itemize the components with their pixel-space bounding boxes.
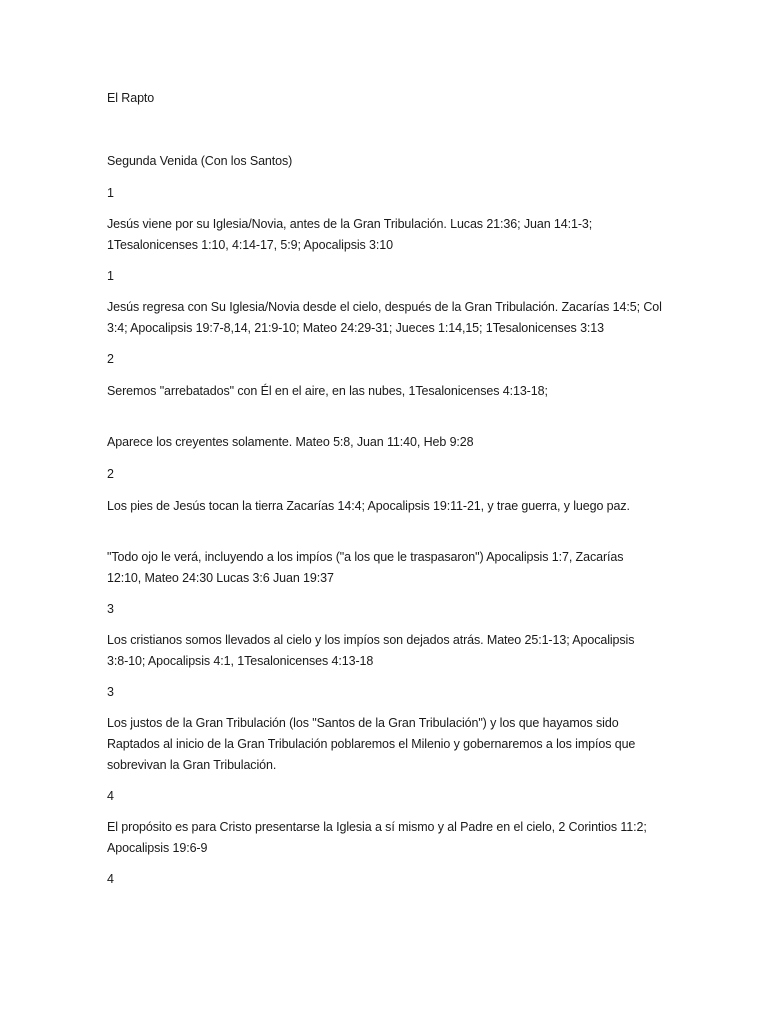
document-title: El Rapto [107, 91, 155, 105]
paragraph-line: Raptados al inicio de la Gran Tribulación poblaremos el Milenio y gobernaremos a los impíos que [107, 737, 636, 751]
item-number-2a: 2 [107, 352, 114, 366]
item-number-3a: 3 [107, 602, 114, 616]
paragraph-second-coming-1 [107, 297, 667, 339]
paragraph-rapture-2: Seremos "arrebatados" con Él en el aire, en las nubes, 1Tesalonicenses 4:13-18; [107, 384, 548, 398]
paragraph-second-coming-2: Los pies de Jesús tocan la tierra Zacarías 14:4; Apocalipsis 19:11-21, y trae guerra, y luego paz. [107, 499, 630, 513]
paragraph-line: Jesús viene por su Iglesia/Novia, antes de la Gran Tribulación. Lucas 21:36; Juan 14:1-3; [107, 217, 593, 231]
paragraph-line: sobrevivan la Gran Tribulación. [107, 758, 277, 772]
paragraph-line: Los cristianos somos llevados al cielo y los impíos son dejados atrás. Mateo 25:1-13; Apocalipsis [107, 633, 635, 647]
paragraph-line: El propósito es para Cristo presentarse la Iglesia a sí mismo y al Padre en el cielo, 2 Corintios 11:2; [107, 820, 647, 834]
paragraph-second-coming-3 [107, 713, 667, 776]
paragraph-line: 3:8-10; Apocalipsis 4:1, 1Tesalonicenses 4:13-18 [107, 654, 374, 668]
paragraph-line: Los justos de la Gran Tribulación (los "Santos de la Gran Tribulación") y los que hayamos sido [107, 716, 619, 730]
paragraph-line: 12:10, Mateo 24:30 Lucas 3:6 Juan 19:37 [107, 571, 334, 585]
paragraph-rapture-2b: Aparece los creyentes solamente. Mateo 5:8, Juan 11:40, Heb 9:28 [107, 435, 474, 449]
item-number-4a: 4 [107, 789, 114, 803]
paragraph-line: "Todo ojo le verá, incluyendo a los impíos ("a los que le traspasaron") Apocalipsis 1:7, Zacarías [107, 550, 624, 564]
paragraph-rapture-1 [107, 214, 667, 256]
paragraph-line: Apocalipsis 19:6-9 [107, 841, 208, 855]
paragraph-rapture-3 [107, 630, 667, 672]
document-subtitle: Segunda Venida (Con los Santos) [107, 154, 293, 168]
paragraph-second-coming-2b [107, 547, 667, 589]
item-number-1a: 1 [107, 186, 114, 200]
paragraph-line: 3:4; Apocalipsis 19:7-8,14, 21:9-10; Mateo 24:29-31; Jueces 1:14,15; 1Tesalonicenses 3:13 [107, 321, 604, 335]
item-number-4b: 4 [107, 872, 114, 886]
paragraph-line: Jesús regresa con Su Iglesia/Novia desde el cielo, después de la Gran Tribulación. Zacarías 14:5; Col [107, 300, 662, 314]
paragraph-line: 1Tesalonicenses 1:10, 4:14-17, 5:9; Apocalipsis 3:10 [107, 238, 393, 252]
item-number-3b: 3 [107, 685, 114, 699]
item-number-2b: 2 [107, 467, 114, 481]
paragraph-rapture-4 [107, 817, 667, 859]
item-number-1b: 1 [107, 269, 114, 283]
